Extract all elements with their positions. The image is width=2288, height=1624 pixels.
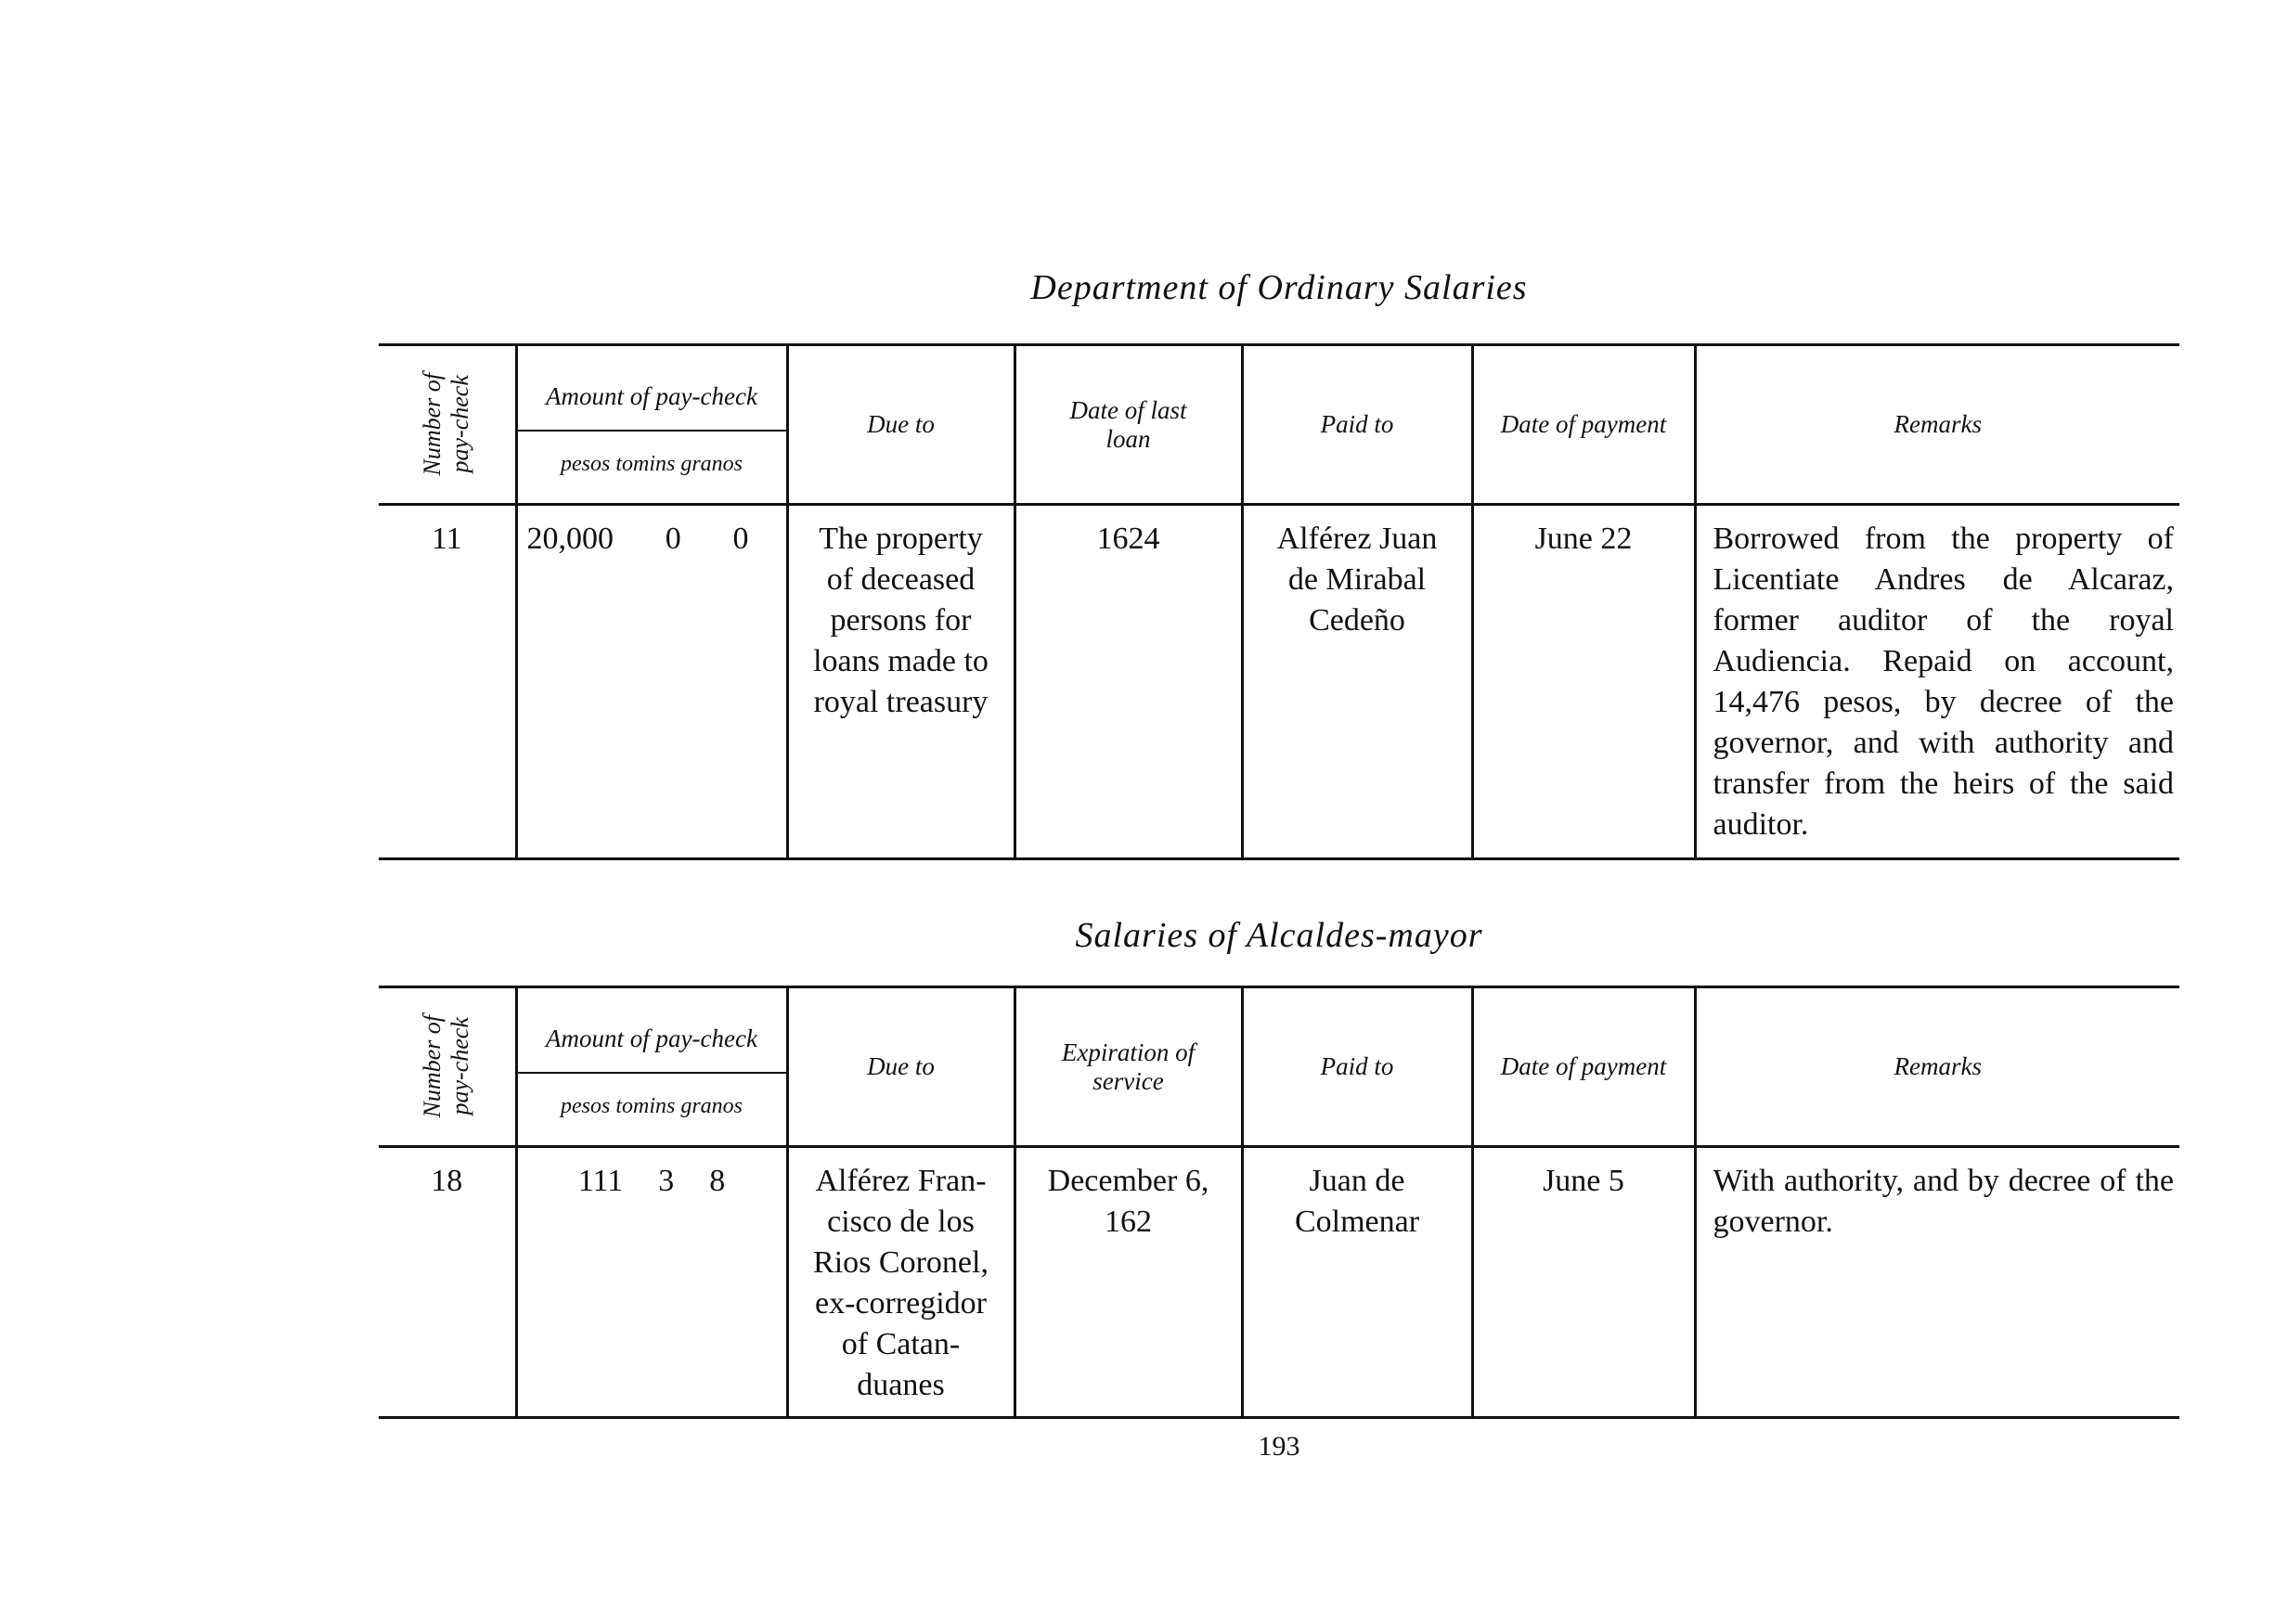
section-title-alcaldes-mayor: Salaries of Alcaldes-mayor — [1075, 916, 1483, 955]
header-remarks: Remarks — [1695, 345, 2179, 505]
cell-tomins: 3 — [658, 1164, 675, 1198]
cell-date-of-payment: June 22 — [1472, 505, 1695, 859]
table-row — [379, 1147, 2179, 1418]
cell-amount — [516, 505, 787, 859]
header-date-of-last-loan: Date of last loan — [1015, 345, 1242, 505]
cell-remarks: With authority, and by decree of the governor. — [1695, 1147, 2179, 1418]
header-paid-to: Paid to — [1242, 345, 1472, 505]
alcaldes-mayor-table — [379, 986, 2179, 1419]
cell-granos: 8 — [709, 1164, 726, 1198]
cell-date-of-last-loan: 1624 — [1015, 505, 1242, 859]
header-due-to: Due to — [787, 987, 1015, 1147]
header-amount-of-pay-check: Amount of pay-check pesos tomins granos — [516, 345, 787, 505]
cell-due-to: Alférez Fran- cisco de los Rios Coronel, ex-corregidor of Catan- duanes — [787, 1147, 1015, 1418]
cell-pesos: 20,000 — [526, 522, 614, 556]
cell-number: 11 — [431, 522, 462, 556]
header-due-to: Due to — [787, 345, 1015, 505]
header-amount-units: pesos tomins granos — [560, 1093, 743, 1118]
cell-date-of-payment: June 5 — [1472, 1147, 1695, 1418]
cell-expiration-of-service: December 6, 162 — [1015, 1147, 1242, 1418]
section-title-ordinary-salaries: Department of Ordinary Salaries — [1030, 268, 1528, 307]
header-date-of-payment: Date of payment — [1472, 345, 1695, 505]
cell-number: 18 — [431, 1164, 463, 1198]
page-number: 193 — [1258, 1431, 1300, 1462]
header-paid-to: Paid to — [1242, 987, 1472, 1147]
header-expiration-of-service: Expiration of service — [1015, 987, 1242, 1147]
cell-granos: 0 — [732, 522, 749, 556]
cell-remarks: Borrowed from the property of Licentiate Andres de Alcaraz, former auditor of the royal Audiencia. Repaid on account, 14,476 pesos, by decree of the governor, and with authority and transfer from the heirs of the said auditor. — [1695, 505, 2179, 859]
header-remarks: Remarks — [1695, 987, 2179, 1147]
header-date-of-payment: Date of payment — [1472, 987, 1695, 1147]
cell-amount — [516, 1147, 787, 1418]
header-number-of-pay-check: Number of pay-check — [379, 987, 516, 1147]
cell-due-to: The property of deceased persons for loans made to royal treasury — [787, 505, 1015, 859]
header-number-of-pay-check: Number of pay-check — [379, 345, 516, 505]
table-row — [379, 505, 2179, 859]
cell-paid-to: Juan de Colmenar — [1242, 1147, 1472, 1418]
cell-pesos: 111 — [577, 1164, 624, 1198]
header-amount-units: pesos tomins granos — [560, 451, 743, 476]
cell-paid-to: Alférez Juan de Mirabal Cedeño — [1242, 505, 1472, 859]
header-amount-of-pay-check: Amount of pay-check pesos tomins granos — [516, 987, 787, 1147]
cell-tomins: 0 — [665, 522, 681, 556]
ordinary-salaries-table — [379, 343, 2179, 860]
